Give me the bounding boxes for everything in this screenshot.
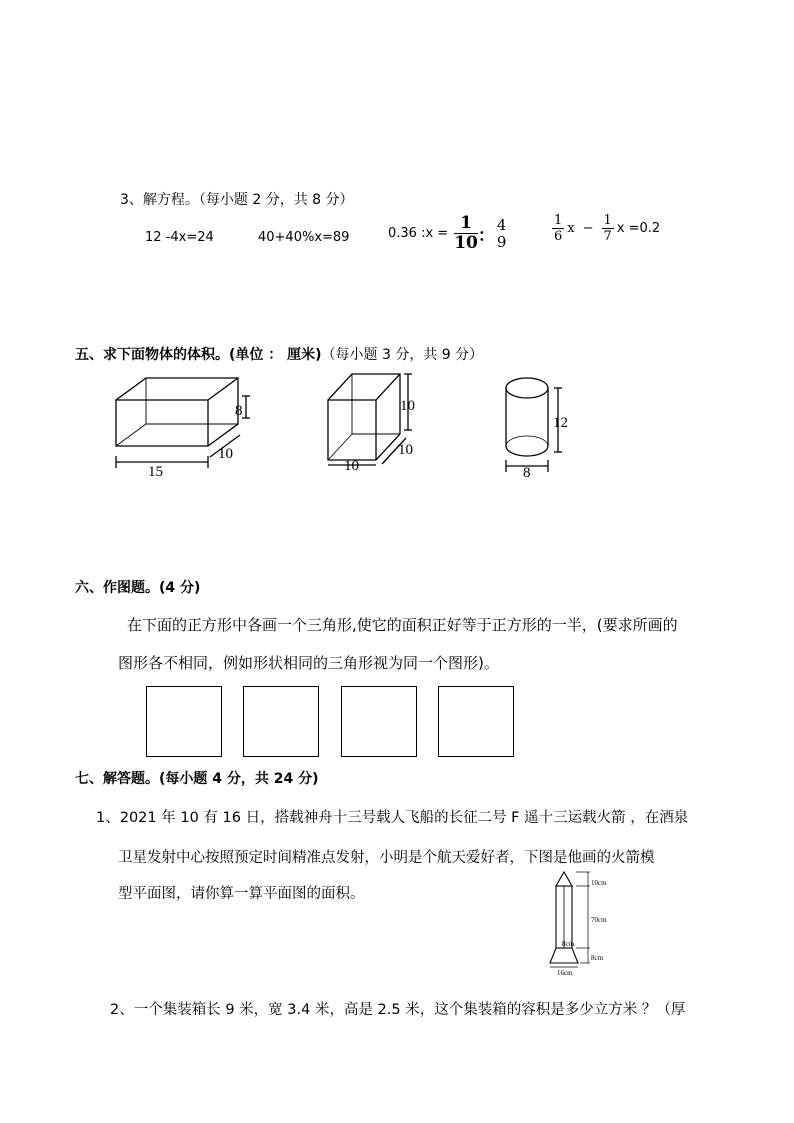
rocket-top-height-label: 10cm: [591, 879, 607, 887]
question-1-line-1: 1、2021 年 10 有 16 日，搭载神舟十三号载人飞船的长征二号 F 遥十三运载火箭 ，在酒泉: [96, 810, 689, 826]
cuboid-figure: [108, 372, 258, 482]
fraction-numerator: 1: [554, 213, 563, 228]
rocket-nose: [556, 872, 572, 886]
equation-3-prefix: 0.36 :x =: [388, 226, 449, 241]
equation-4-minus: −: [582, 221, 594, 236]
section7-title: 七、解答题。(每小题 4 分，共 24 分): [75, 771, 319, 787]
cuboid-height-label: 8: [235, 403, 243, 419]
cylinder-bottom-front: [506, 446, 548, 456]
cube-outline: [328, 374, 400, 460]
cube-edge: [376, 374, 400, 400]
cube-hidden-edge: [328, 434, 352, 460]
rocket-base: [550, 948, 578, 963]
cuboid-hidden-edge: [116, 424, 146, 446]
fraction-numerator: 4: [496, 215, 507, 234]
section6-line-1: 在下面的正方形中各画一个三角形,使它的面积正好等于正方形的一半，(要求所画的: [127, 616, 678, 634]
cube-figure: [322, 368, 422, 480]
cuboid-outline: [116, 378, 238, 446]
question-1-line-3: 型平面图，请你算一算平面图的面积。: [118, 886, 365, 902]
rocket-body-height-label: 70cm: [591, 916, 607, 924]
rocket-body-width-label: 8cm: [562, 940, 575, 948]
equation-4-fraction-1: [552, 214, 564, 243]
cube-height-label: 10: [400, 398, 415, 414]
equation-4-suffix: x =0.2: [616, 221, 661, 236]
equation-1: 12 -4x=24: [145, 230, 214, 245]
cuboid-width-label: 10: [218, 446, 233, 462]
cylinder-top: [506, 378, 548, 398]
equation-4: [552, 214, 660, 243]
cylinder-height-label: 12: [553, 415, 568, 431]
cylinder-bottom-back: [506, 436, 548, 446]
section6-line-2: 图形各不相同，例如形状相同的三角形视为同一个图形)。: [118, 654, 499, 672]
fraction-denominator: 6: [554, 229, 563, 244]
cuboid-length-label: 15: [148, 464, 163, 480]
section5-heading: [75, 344, 483, 364]
question-1-line-2: 卫星发射中心按照预定时间精准点发射，小明是个航天爱好者，下图是他画的火箭模: [118, 850, 655, 866]
cylinder-diameter-label: 8: [523, 465, 531, 480]
equation-4-x: x: [567, 221, 575, 236]
rocket-base-width-label: 16cm: [557, 969, 573, 977]
fraction-numerator: 1: [454, 215, 478, 234]
drawing-square-3[interactable]: [341, 686, 417, 757]
drawing-square-1[interactable]: [146, 686, 222, 757]
rocket-figure: [540, 868, 630, 980]
equation-4-fraction-2: [602, 214, 614, 243]
drawing-square-2[interactable]: [243, 686, 319, 757]
fraction-denominator: 7: [603, 229, 612, 244]
drawing-square-4[interactable]: [438, 686, 514, 757]
equation-3-colon: ：: [477, 226, 495, 246]
section6-title: 六、作图题。(4 分): [75, 580, 201, 596]
fraction-denominator: 9: [496, 232, 507, 251]
equation-3: [388, 215, 508, 252]
section3-title: 3、解方程。（每小题 2 分，共 8 分）: [120, 192, 354, 208]
section5-title: 五、求下面物体的体积。(单位 ： 厘米): [75, 347, 322, 363]
cylinder-figure: [500, 372, 580, 480]
cube-bottom-label: 10: [344, 458, 359, 474]
question-2-line-1: 2、一个集装箱长 9 米，宽 3.4 米，高是 2.5 米，这个集装箱的容积是多少立方米 ？（厚: [110, 1002, 686, 1018]
equation-3-fraction-1: [454, 215, 478, 252]
cuboid-edge: [208, 378, 238, 400]
equation-3-fraction-2: [495, 215, 509, 251]
equation-2: 40+40%x=89: [258, 230, 350, 245]
fraction-denominator: 10: [454, 233, 478, 253]
fraction-numerator: 1: [603, 213, 612, 228]
cube-side-label: 10: [398, 442, 413, 458]
rocket-base-height-label: 8cm: [591, 954, 604, 962]
section5-score-note: （每小题 3 分，共 9 分）: [321, 347, 484, 363]
